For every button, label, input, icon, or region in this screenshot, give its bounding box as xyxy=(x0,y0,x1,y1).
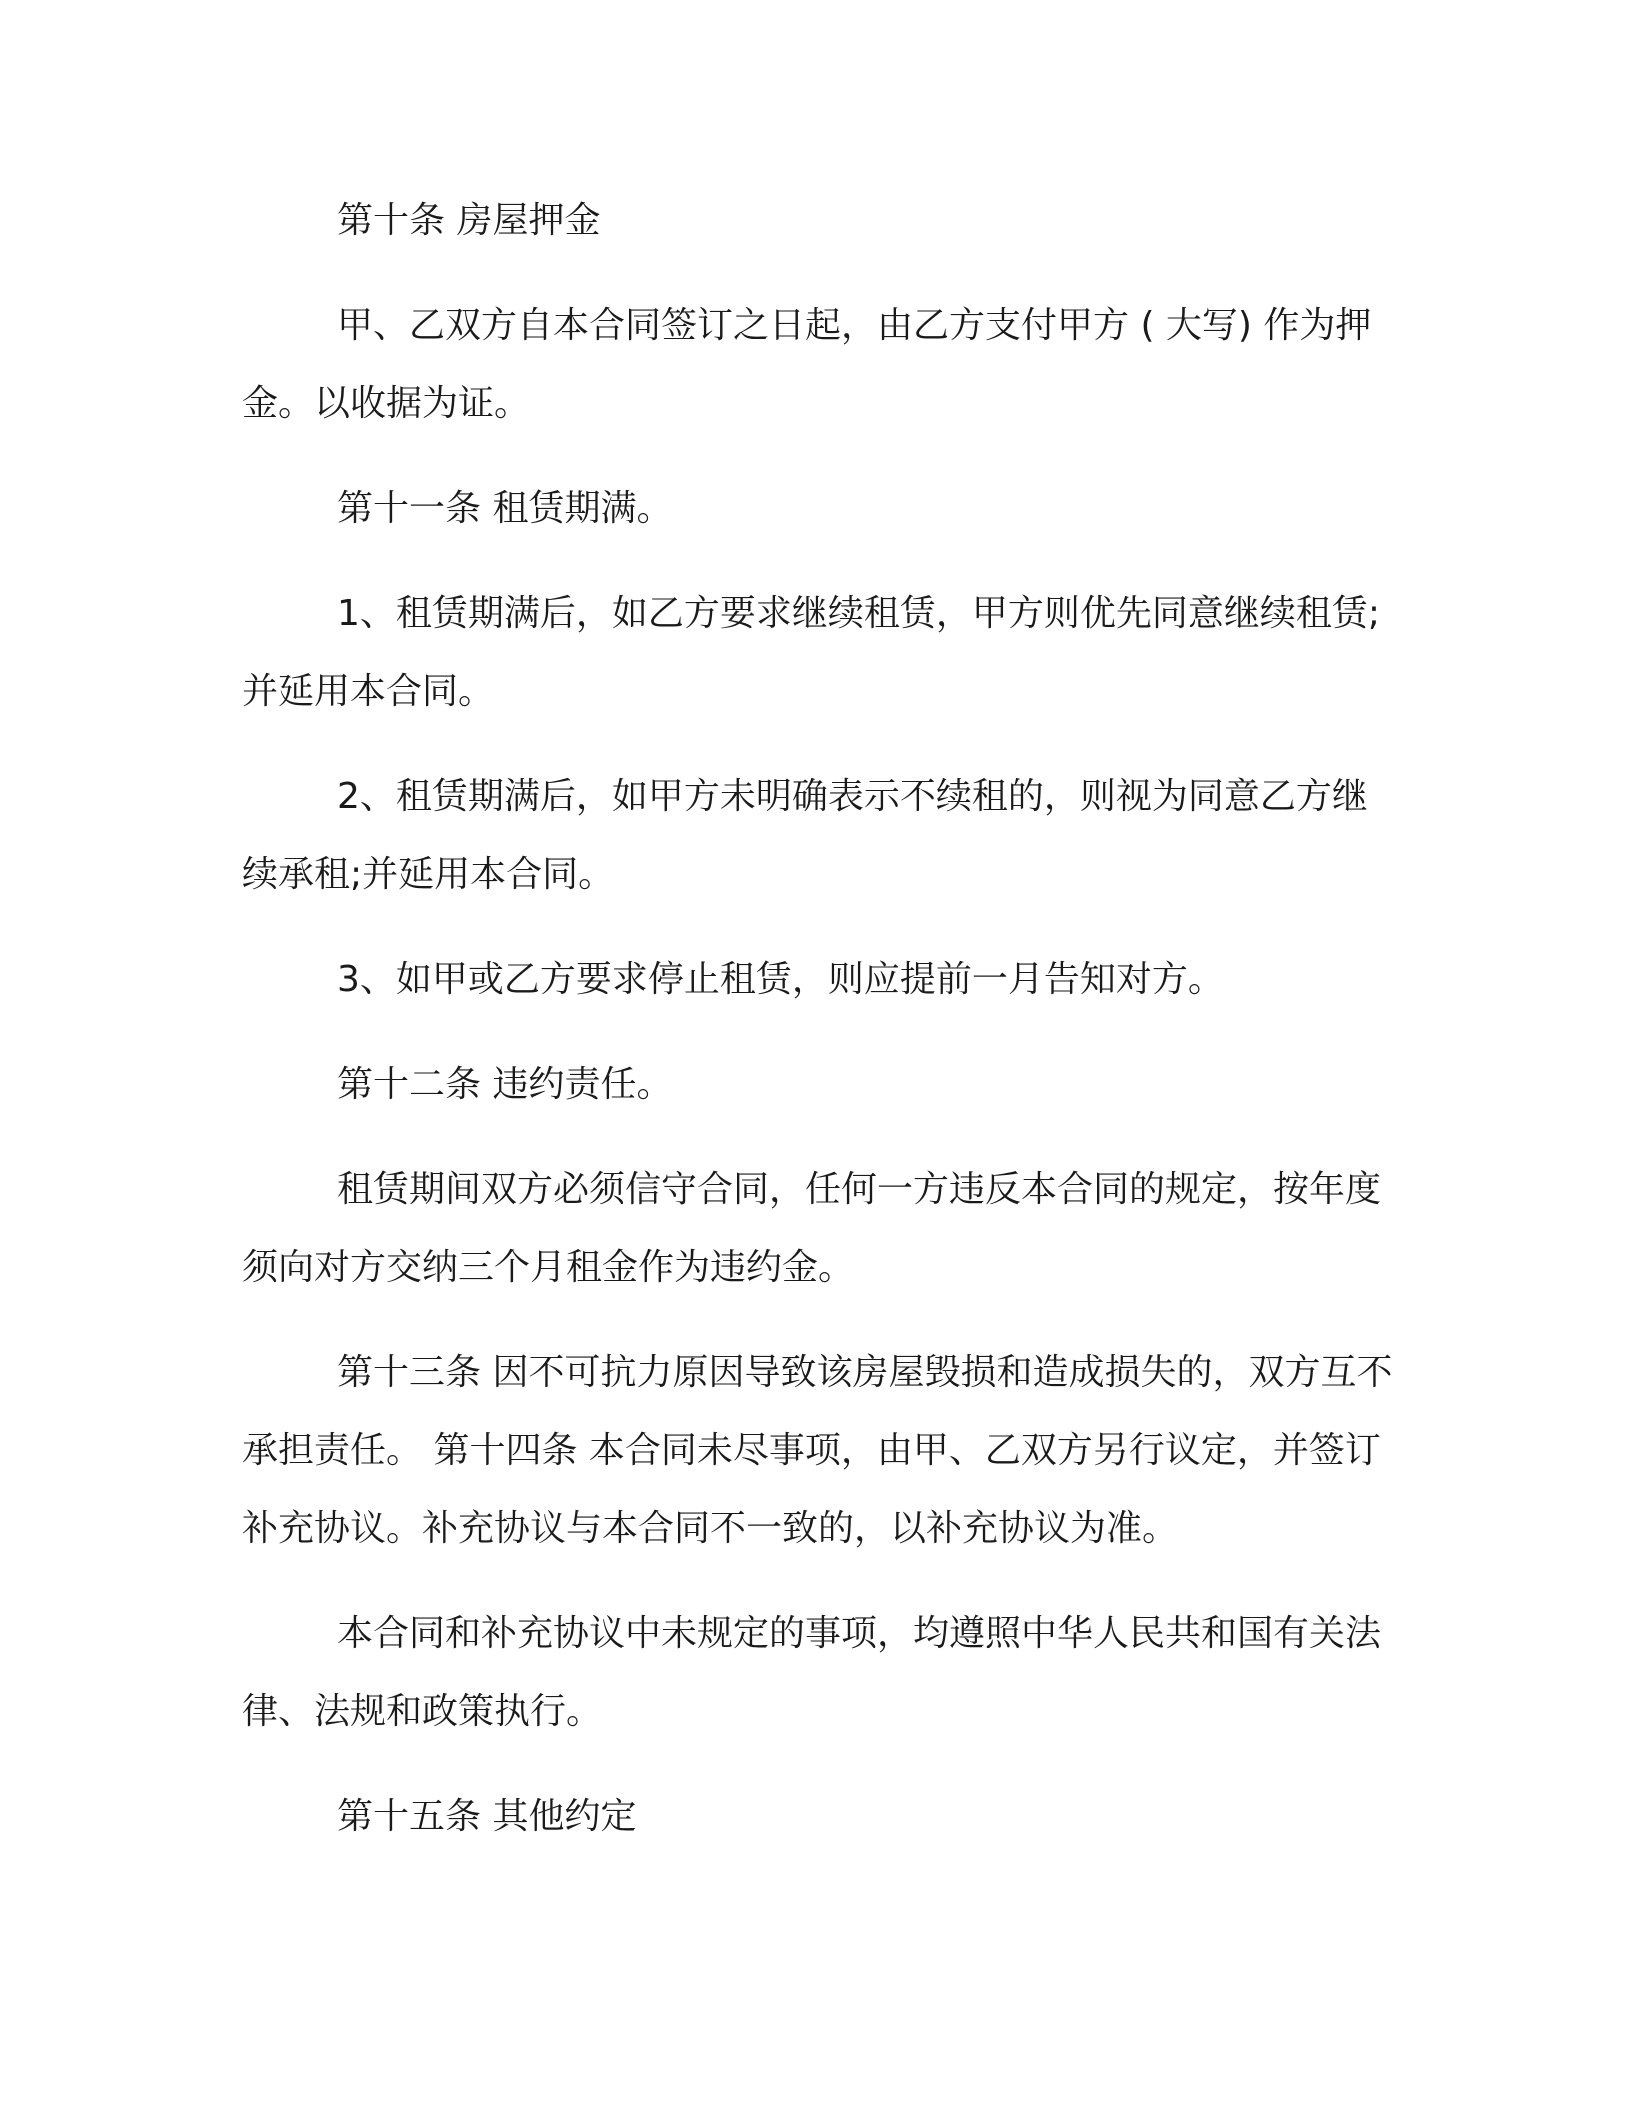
article-11-heading: 第十一条 租赁期满。 xyxy=(337,488,673,529)
article-11-item-2: 2、租赁期满后，如甲方未明确表示不续租的，则视为同意乙方继续承租;并延用本合同。 xyxy=(242,776,1368,895)
article-12-text: 租赁期间双方必须信守合同，任何一方违反本合同的规定，按年度须向对方交纳三个月租金作为违约金。 xyxy=(242,1169,1382,1288)
article-15-heading: 第十五条 其他约定 xyxy=(337,1796,637,1837)
supplementary-law-text: 本合同和补充协议中未规定的事项，均遵照中华人民共和国有关法律、法规和政策执行。 xyxy=(242,1613,1382,1732)
document-body xyxy=(242,182,1397,1883)
article-12-heading: 第十二条 违约责任。 xyxy=(337,1064,673,1105)
article-11-item-3: 3、如甲或乙方要求停止租赁，则应提前一月告知对方。 xyxy=(337,959,1224,1000)
article-10-deposit-text: 甲、乙双方自本合同签订之日起，由乙方支付甲方 ( 大写) 作为押金。以收据为证。 xyxy=(242,305,1372,424)
article-13-14-text: 第十三条 因不可抗力原因导致该房屋毁损和造成损失的，双方互不承担责任。 第十四条 本合同未尽事项，由甲、乙双方另行议定，并签订补充协议。补充协议与本合同不一致的，以补充协议为准。 xyxy=(242,1352,1393,1549)
article-11-item-1: 1、租赁期满后，如乙方要求继续租赁，甲方则优先同意继续租赁;并延用本合同。 xyxy=(242,593,1381,712)
article-10-heading: 第十条 房屋押金 xyxy=(337,200,601,241)
